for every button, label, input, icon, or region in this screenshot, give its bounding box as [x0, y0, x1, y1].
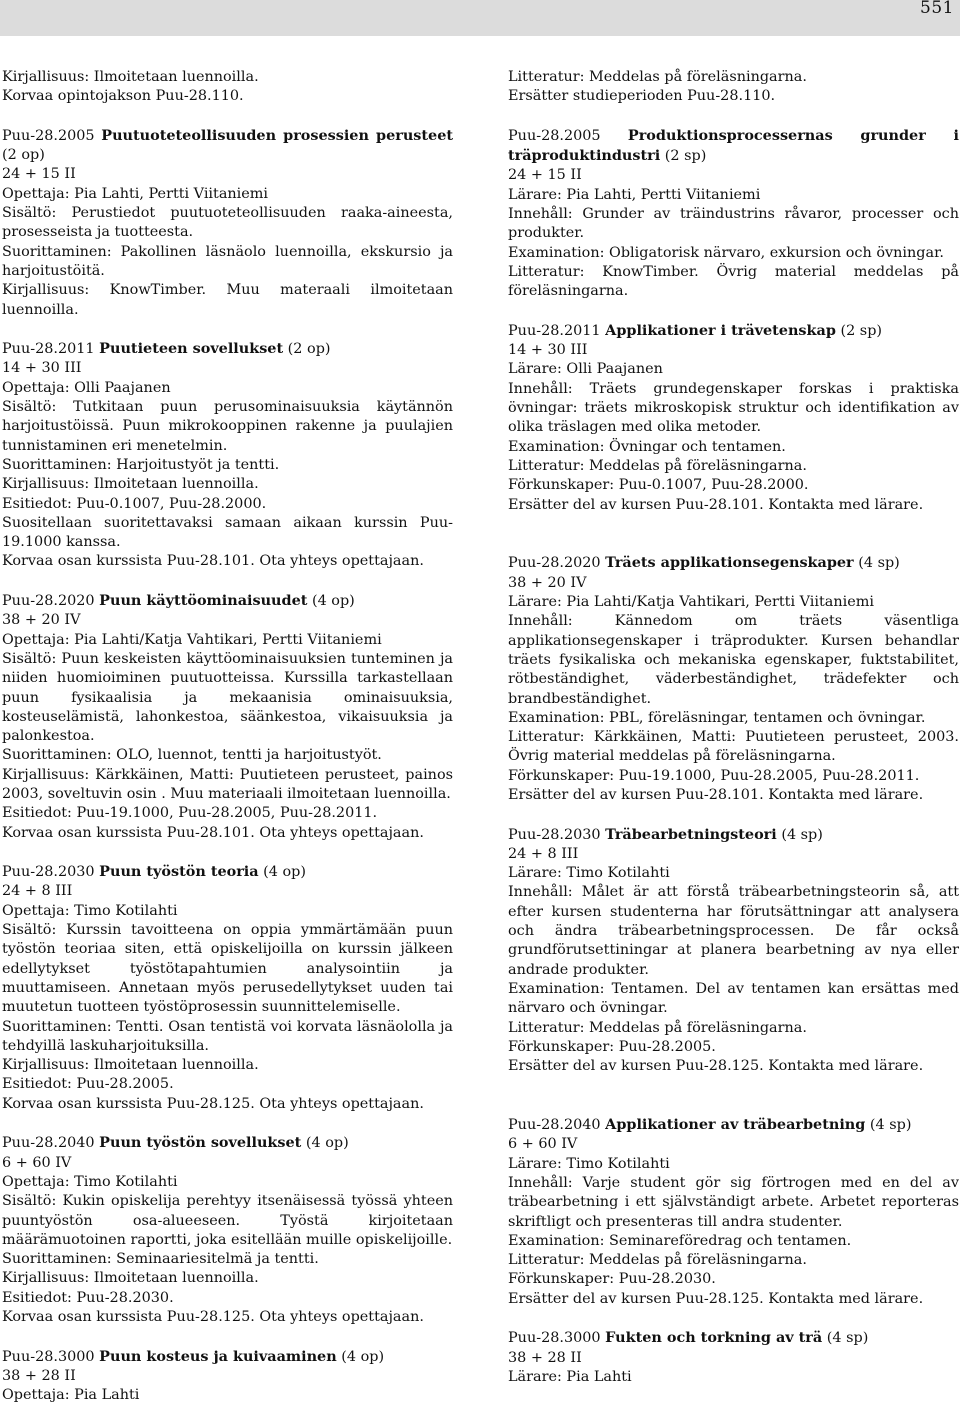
- course-detail-line: 38 + 20 IV: [2, 612, 81, 629]
- course-detail-line: Korvaa opintojakson Puu-28.110.: [2, 88, 244, 105]
- course-suffix: (4 op): [258, 864, 307, 881]
- course-detail-line: Innehåll: Varje student gör sig förtrogen med en del av träbearbetning i ett självständigt arbete. Arbetet reporteras skriftligt och presenteras till andra studenter.: [508, 1174, 959, 1230]
- course-code: Puu-28.2005: [2, 127, 102, 144]
- course-entry: [508, 1328, 959, 1387]
- course-code: Puu-28.3000: [508, 1330, 606, 1347]
- course-detail-line: Opettaja: Olli Paajanen: [2, 379, 171, 396]
- course-entry: [508, 553, 959, 805]
- course-detail-line: Kirjallisuus: Ilmoitetaan luennoilla.: [2, 476, 259, 493]
- course-name: Puutuoteteollisuuden prosessien perusteet: [101, 126, 453, 144]
- course-detail-line: Suorittaminen: OLO, luennot, tentti ja harjoitustyöt.: [2, 747, 382, 764]
- course-detail-line: Examination: PBL, föreläsningar, tentamen och övningar.: [508, 709, 926, 726]
- course-title: [2, 1347, 453, 1367]
- course-detail-line: Lärare: Pia Lahti: [508, 1368, 632, 1385]
- course-entry: [2, 591, 453, 843]
- course-detail-line: Korvaa osan kurssista Puu-28.101. Ota yhteys opettajaan.: [2, 553, 424, 570]
- section-gap: [508, 805, 959, 824]
- course-detail-line: Sisältö: Kurssin tavoitteena on oppia ymmärtämään puun työstön teoriaa siten, että opiskelijoilla on kurssin jälkeen edellytykset työstötapahtumien analysointiin ja muuttamiseen. Annetaan myös perusedellytykset uuden tai muutetun tuotteen työstöprosessin suunnittelemiselle.: [2, 922, 453, 1016]
- section-gap: [2, 572, 453, 591]
- course-suffix: (4 op): [336, 1348, 385, 1365]
- course-detail-line: Suorittaminen: Harjoitustyöt ja tentti.: [2, 456, 280, 473]
- course-detail-line: Sisältö: Tutkitaan puun perusominaisuuksia käytännön harjoitustöissä. Puun mikrokooppinen rakenne ja puulajien tunnistaminen eri menetelmin.: [2, 399, 453, 454]
- course-detail-line: Litteratur: Meddelas på föreläsningarna.: [508, 1252, 807, 1269]
- course-detail-line: Kirjallisuus: Ilmoitetaan luennoilla.: [2, 1057, 259, 1074]
- course-title: [508, 825, 959, 845]
- course-detail-line: Suositellaan suoritettavaksi samaan aikaan kurssin Puu-19.1000 kanssa.: [2, 514, 453, 551]
- course-detail-line: Examination: Tentamen. Del av tentamen kan ersättas med närvaro och övningar.: [508, 980, 959, 1017]
- course-detail-line: Ersätter del av kursen Puu-28.125. Kontakta med lärare.: [508, 1290, 924, 1307]
- page-header-bar: [0, 0, 960, 36]
- course-entry: [2, 68, 453, 107]
- page-number: 551: [920, 0, 954, 18]
- course-name: Fukten och torkning av trä: [605, 1329, 823, 1347]
- course-detail-line: Kirjallisuus: Ilmoitetaan luennoilla.: [2, 69, 259, 85]
- course-detail-line: 14 + 30 III: [508, 342, 588, 359]
- course-detail-line: Ersätter del av kursen Puu-28.101. Kontakta med lärare.: [508, 496, 924, 513]
- course-detail-line: Förkunskaper: Puu-0.1007, Puu-28.2000.: [508, 477, 809, 494]
- course-detail-line: 14 + 30 III: [2, 360, 82, 377]
- course-detail-line: 6 + 60 IV: [508, 1136, 578, 1153]
- course-name: Puun työstön teoria: [99, 863, 259, 881]
- course-detail-line: Lärare: Timo Kotilahti: [508, 865, 670, 882]
- course-detail-line: Litteratur: Meddelas på föreläsningarna.: [508, 457, 807, 474]
- course-entry: [2, 126, 453, 320]
- section-gap: [2, 107, 453, 126]
- course-suffix: (2 op): [283, 341, 331, 358]
- course-entry: [2, 1347, 453, 1405]
- course-title: [2, 591, 453, 611]
- course-suffix: (4 sp): [776, 826, 823, 843]
- section-gap: [2, 843, 453, 862]
- course-entry: [508, 321, 959, 515]
- course-detail-line: Suorittaminen: Tentti. Osan tentistä voi korvata läsnäololla ja tehdyillä laskuharjoituksilla.: [2, 1018, 453, 1054]
- course-detail-line: 24 + 8 III: [508, 845, 579, 862]
- course-detail-line: Kirjallisuus: Kärkkäinen, Matti: Puutieteen perusteet, painos 2003, soveltuvin osin . Muu materiaali ilmoitetaan luennoilla.: [2, 766, 453, 802]
- course-detail-line: Examination: Seminareföredrag och tentamen.: [508, 1232, 852, 1249]
- course-detail-line: Sisältö: Puun keskeisten käyttöominaisuuksien tunteminen ja niiden huomioiminen puutuotteissa. Kurssilla tarkastellaan puun fysikaalisia ja mekaanisia ominaisuuksia, kosteuselämistä, lahonkestoa, säänkestoa, vikaisuuksia ja palonkestoa.: [2, 650, 453, 745]
- course-detail-line: 6 + 60 IV: [2, 1154, 72, 1171]
- section-gap: [508, 515, 959, 534]
- course-title: [2, 1133, 453, 1153]
- course-title: [2, 862, 453, 882]
- course-detail-line: Esitiedot: Puu-28.2030.: [2, 1289, 174, 1306]
- course-suffix: (2 sp): [835, 322, 883, 339]
- section-gap: [508, 534, 959, 553]
- course-name: Puutieteen sovellukset: [99, 340, 284, 358]
- course-detail-line: Opettaja: Pia Lahti, Pertti Viitaniemi: [2, 185, 269, 202]
- course-code: Puu-28.2040: [508, 1117, 606, 1134]
- course-detail-line: Korvaa osan kurssista Puu-28.101. Ota yhteys opettajaan.: [2, 824, 424, 841]
- course-detail-line: Examination: Övningar och tentamen.: [508, 438, 786, 455]
- course-detail-line: Esitiedot: Puu-28.2005.: [2, 1076, 174, 1093]
- course-detail-line: Kirjallisuus: Ilmoitetaan luennoilla.: [2, 1270, 259, 1287]
- course-suffix: (4 op): [307, 593, 355, 610]
- course-title: [2, 126, 453, 166]
- course-detail-line: 38 + 28 II: [2, 1367, 76, 1384]
- course-suffix: (4 sp): [853, 555, 900, 572]
- course-suffix: (4 sp): [865, 1117, 912, 1134]
- section-gap: [508, 1309, 959, 1328]
- course-title: [508, 126, 959, 167]
- course-detail-line: Lärare: Olli Paajanen: [508, 361, 663, 378]
- course-detail-line: Innehåll: Träets grundegenskaper forskas i praktiska övningar: träets mikroskopisk struktur och identifikation av olika träslagen med olika metoder.: [508, 380, 959, 436]
- course-detail-line: Suorittaminen: Pakollinen läsnäolo luennoilla, ekskursio ja harjoitustöitä.: [2, 243, 453, 279]
- course-detail-line: Korvaa osan kurssista Puu-28.125. Ota yhteys opettajaan.: [2, 1095, 424, 1112]
- course-detail-line: 38 + 20 IV: [508, 574, 587, 591]
- course-name: Träets applikationsegenskaper: [605, 554, 854, 572]
- course-code: Puu-28.2005: [508, 127, 628, 144]
- course-name: Produktionsprocessernas grunder i träproduktindustri: [508, 126, 959, 165]
- course-name: Träbearbetningsteori: [605, 825, 777, 843]
- section-gap: [2, 1327, 453, 1346]
- course-entry: [508, 825, 959, 1077]
- course-detail-line: Sisältö: Kukin opiskelija perehtyy itsenäisessä työssä yhteen puuntyöstön osa-alueeseen. Työstä kirjoitetaan määrämuotoinen raportti, joka esitellään muille opiskelijoille.: [2, 1193, 453, 1248]
- course-detail-line: 24 + 15 II: [2, 166, 76, 183]
- course-suffix: (4 op): [301, 1135, 349, 1152]
- course-detail-line: Litteratur: Meddelas på föreläsningarna.: [508, 1019, 807, 1036]
- course-name: Applikationer i trävetenskap: [605, 321, 836, 339]
- course-code: Puu-28.2020: [2, 593, 100, 610]
- course-title: [2, 339, 453, 359]
- course-code: Puu-28.2020: [508, 555, 606, 572]
- course-detail-line: Opettaja: Pia Lahti: [2, 1387, 140, 1404]
- course-code: Puu-28.2030: [508, 826, 606, 843]
- course-detail-line: Förkunskaper: Puu-19.1000, Puu-28.2005, Puu-28.2011.: [508, 767, 920, 784]
- course-detail-line: Innehåll: Målet är att förstå träbearbetningsteorin så, att efter kursen studenterna har förutsättningar att analysera och ändra träbearbetningsprocessen. De får också grundförutsettiningar at planera bearbetning av nya eller andrade produkter.: [508, 884, 959, 978]
- section-gap: [2, 320, 453, 339]
- course-detail-line: Sisältö: Perustiedot puutuoteteollisuuden raaka-aineesta, prosesseista ja tuotteesta.: [2, 205, 453, 241]
- course-code: Puu-28.2011: [2, 341, 100, 358]
- section-gap: [508, 1096, 959, 1115]
- course-detail-line: Lärare: Pia Lahti, Pertti Viitaniemi: [508, 186, 761, 203]
- course-entry: [508, 68, 959, 107]
- course-detail-line: Esitiedot: Puu-0.1007, Puu-28.2000.: [2, 495, 267, 512]
- course-detail-line: Opettaja: Timo Kotilahti: [2, 902, 178, 919]
- course-detail-line: Opettaja: Pia Lahti/Katja Vahtikari, Pertti Viitaniemi: [2, 631, 382, 648]
- course-detail-line: Esitiedot: Puu-19.1000, Puu-28.2005, Puu-28.2011.: [2, 805, 378, 822]
- course-detail-line: Förkunskaper: Puu-28.2030.: [508, 1271, 716, 1288]
- course-entry: [2, 339, 453, 572]
- course-title: [508, 553, 959, 573]
- course-detail-line: 38 + 28 II: [508, 1349, 582, 1366]
- course-detail-line: Opettaja: Timo Kotilahti: [2, 1173, 178, 1190]
- section-gap: [508, 1076, 959, 1095]
- course-entry: [2, 862, 453, 1114]
- course-detail-line: Innehåll: Grunder av träindustrins råvaror, processer och produkter.: [508, 206, 959, 242]
- course-detail-line: Litteratur: KnowTimber. Övrig material meddelas på föreläsningarna.: [508, 263, 959, 300]
- course-detail-line: Förkunskaper: Puu-28.2005.: [508, 1038, 716, 1055]
- course-detail-line: 24 + 8 III: [2, 883, 73, 900]
- course-detail-line: Ersätter del av kursen Puu-28.125. Kontakta med lärare.: [508, 1058, 924, 1075]
- section-gap: [2, 1114, 453, 1133]
- course-detail-line: 24 + 15 II: [508, 167, 582, 184]
- course-detail-line: Examination: Obligatorisk närvaro, exkursion och övningar.: [508, 244, 944, 261]
- course-code: Puu-28.2030: [2, 864, 100, 881]
- course-title: [508, 321, 959, 341]
- course-suffix: (2 op): [2, 147, 45, 164]
- course-code: Puu-28.2040: [2, 1135, 100, 1152]
- course-name: Puun työstön sovellukset: [99, 1134, 302, 1152]
- section-gap: [508, 107, 959, 126]
- course-name: Puun käyttöominaisuudet: [99, 592, 308, 610]
- course-suffix: (4 sp): [822, 1330, 869, 1347]
- course-entry: [508, 1115, 959, 1309]
- course-detail-line: Litteratur: Meddelas på föreläsningarna.: [508, 69, 807, 85]
- finnish-column: [2, 68, 453, 1405]
- course-detail-line: Innehåll: Kännedom om träets väsentliga applikationsegenskaper i träprodukter. Kursen behandlar träets fysikaliska och mekaniska egenskaper, fuktstabilitet, rötbeständighet, väderbeständighet, trädefekter och brandbeständighet.: [508, 613, 959, 707]
- swedish-column: [508, 68, 959, 1387]
- course-entry: [508, 126, 959, 302]
- course-detail-line: Ersätter del av kursen Puu-28.101. Kontakta med lärare.: [508, 786, 924, 803]
- course-entry: [2, 1133, 453, 1327]
- course-title: [508, 1115, 959, 1135]
- section-gap: [508, 302, 959, 321]
- course-detail-line: Korvaa osan kurssista Puu-28.125. Ota yhteys opettajaan.: [2, 1309, 424, 1325]
- course-detail-line: Lärare: Pia Lahti/Katja Vahtikari, Pertti Viitaniemi: [508, 594, 874, 611]
- course-suffix: (2 sp): [660, 148, 707, 165]
- course-detail-line: Kirjallisuus: KnowTimber. Muu materaali ilmoitetaan luennoilla.: [2, 282, 453, 318]
- course-detail-line: Lärare: Timo Kotilahti: [508, 1155, 670, 1172]
- course-name: Puun kosteus ja kuivaaminen: [99, 1347, 337, 1365]
- course-title: [508, 1328, 959, 1348]
- course-name: Applikationer av träbearbetning: [605, 1116, 866, 1134]
- course-detail-line: Suorittaminen: Seminaariesitelmä ja tentti.: [2, 1251, 319, 1268]
- course-code: Puu-28.3000: [2, 1348, 100, 1365]
- course-detail-line: Litteratur: Kärkkäinen, Matti: Puutieteen perusteet, 2003. Övrig material meddelas på föreläsningarna.: [508, 729, 959, 765]
- course-code: Puu-28.2011: [508, 322, 606, 339]
- course-detail-line: Ersätter studieperioden Puu-28.110.: [508, 88, 776, 105]
